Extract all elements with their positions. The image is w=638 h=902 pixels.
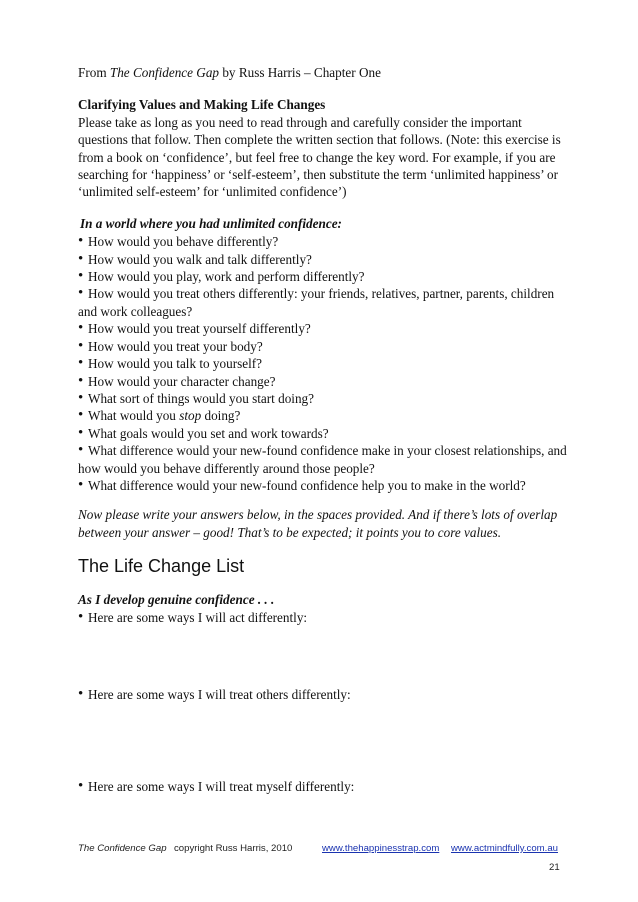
question-item: • How would you behave differently? [78, 233, 279, 250]
question-item: • How would you treat yourself differently? [78, 320, 311, 337]
footer-link-happinesstrap[interactable]: www.thehappinesstrap.com [322, 843, 440, 854]
bullet-icon: • [78, 778, 84, 795]
question-item: • How would you play, work and perform differently? [78, 268, 365, 285]
questions-lead: In a world where you had unlimited confidence: [80, 215, 342, 231]
footer-link-actmindfully[interactable]: www.actmindfully.com.au [451, 843, 558, 854]
question-item: • What difference would your new-found confidence help you to make in the world? [78, 476, 526, 493]
section-title: The Life Change List [78, 556, 245, 577]
question-item: • How would you treat others differently: your friends, relatives, partner, parents, children and work colleagues? [78, 285, 555, 319]
intro-heading: Clarifying Values and Making Life Changes [78, 97, 326, 113]
answer-space-act[interactable] [78, 626, 568, 686]
question-item: • What would you stop doing? [78, 407, 241, 424]
bullet-icon: • [78, 424, 84, 441]
footer-copyright: copyright Russ Harris, 2010 [174, 843, 293, 854]
question-item: • What goals would you set and work towards? [78, 424, 329, 441]
bullet-icon: • [78, 337, 84, 354]
bullet-icon: • [78, 476, 84, 493]
book-title: The Confidence Gap [109, 65, 220, 80]
bullet-icon: • [78, 442, 84, 459]
emphasis-stop: stop [179, 408, 202, 424]
answer-space-others[interactable] [78, 703, 568, 778]
intro-body: Please take as long as you need to read through and carefully consider the important questions that follow. Then complete the written section that follows. (Note: this exercise is from a book on ‘confidence’, but feel free to change the key word. For example, if you are searching for ‘happiness’ or ‘self-esteem’, then substitute the term ‘unlimited happiness’ or ‘unlimited self-esteem’ for ‘unlimited confidence’) [78, 114, 561, 200]
answer-prompt-others: • Here are some ways I will treat others differently: [78, 685, 351, 702]
instructions-note: Now please write your answers below, in the spaces provided. And if there’s lots of overlap between your answer – good! That’s to be expected; it points you to core values. [78, 507, 558, 540]
question-item: • How would you treat your body? [78, 337, 263, 354]
bullet-icon: • [78, 407, 84, 424]
question-item: • How would your character change? [78, 372, 276, 389]
answer-prompt-act: • Here are some ways I will act differently: [78, 608, 308, 625]
question-item: • How would you walk and talk differently? [78, 250, 312, 267]
question-item: • What difference would your new-found confidence make in your closest relationships, and how would you behave differently around those people? [78, 442, 567, 476]
bullet-icon: • [78, 268, 84, 285]
question-item: • How would you talk to yourself? [78, 355, 262, 372]
footer-book-title: The Confidence Gap [78, 843, 167, 854]
answer-prompt-myself: • Here are some ways I will treat myself differently: [78, 778, 355, 795]
document-page [78, 64, 568, 796]
bullet-icon: • [78, 685, 84, 702]
bullet-icon: • [78, 355, 84, 372]
source-prefix: From [78, 65, 110, 80]
bullet-icon: • [78, 250, 84, 267]
bullet-icon: • [78, 389, 84, 406]
bullet-icon: • [78, 372, 84, 389]
question-list [78, 233, 568, 494]
source-line [78, 64, 568, 81]
page-number: 21 [549, 862, 560, 873]
section-lead: As I develop genuine confidence . . . [78, 592, 275, 608]
bullet-icon: • [78, 285, 84, 302]
bullet-icon: • [78, 608, 84, 625]
bullet-icon: • [78, 320, 84, 337]
question-item: • What sort of things would you start doing? [78, 389, 314, 406]
bullet-icon: • [78, 233, 84, 250]
source-suffix: by Russ Harris – Chapter One [219, 65, 381, 80]
